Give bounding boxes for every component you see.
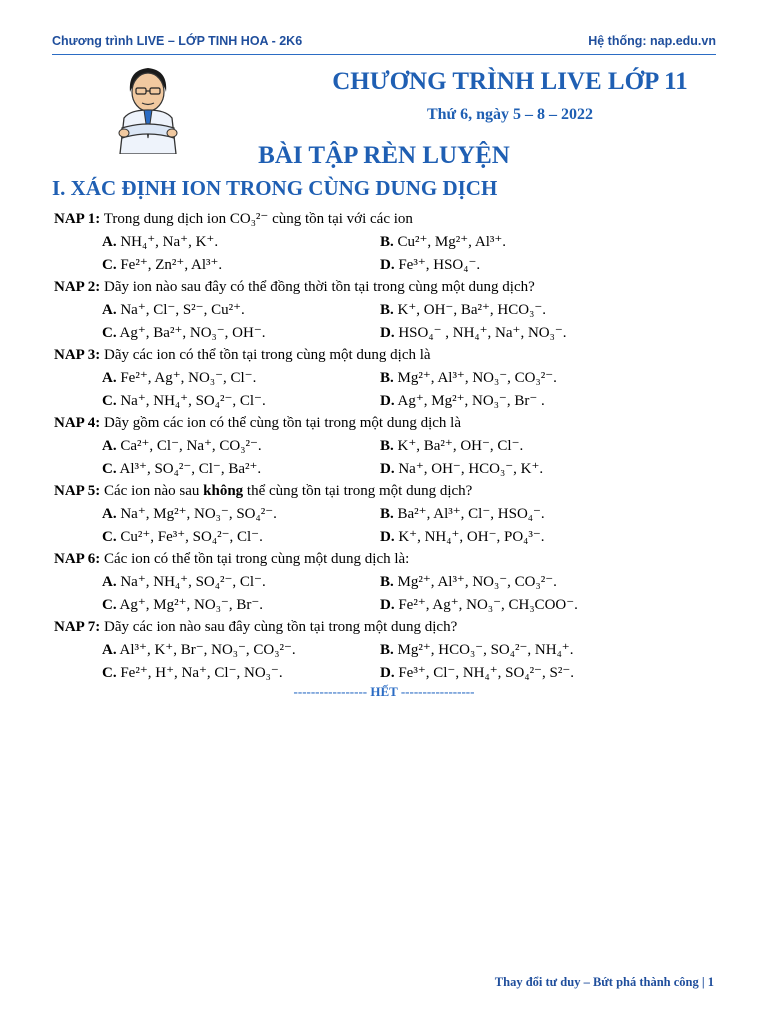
answer-option: C. Ag⁺, Ba²⁺, NO₃⁻, OH⁻.	[102, 325, 266, 341]
session-date: Thứ 6, ngày 5 – 8 – 2022	[426, 106, 594, 123]
answer-option: B. Cu²⁺, Mg²⁺, Al³⁺.	[380, 234, 507, 250]
question-stem: NAP 6: Các ion có thể tồn tại trong cùng một dung dịch là:	[54, 551, 410, 567]
question-stem: NAP 4: Dãy gồm các ion có thể cùng tồn tại trong một dung dịch là	[54, 415, 461, 431]
teacher-cartoon-icon	[100, 58, 196, 154]
answer-option: B. K⁺, OH⁻, Ba²⁺, HCO₃⁻.	[380, 302, 546, 318]
answer-option: D. Fe³⁺, Cl⁻, NH₄⁺, SO₄²⁻, S²⁻.	[380, 665, 574, 681]
answer-option: A. Na⁺, Cl⁻, S²⁻, Cu²⁺.	[102, 302, 245, 318]
question-stem: NAP 5: Các ion nào sau không thể cùng tồn tại trong một dung dịch?	[54, 483, 473, 499]
page-header	[52, 34, 716, 54]
header-divider	[52, 54, 716, 55]
end-marker: ----------------- HẾT -----------------	[293, 684, 475, 699]
question-stem: NAP 3: Dãy các ion có thể tồn tại trong cùng một dung dịch là	[54, 347, 431, 363]
answer-option: B. Mg²⁺, HCO₃⁻, SO₄²⁻, NH₄⁺.	[380, 642, 574, 658]
answer-option: B. Ba²⁺, Al³⁺, Cl⁻, HSO₄⁻.	[380, 506, 545, 522]
answer-option: D. Ag⁺, Mg²⁺, NO₃⁻, Br⁻ .	[380, 393, 545, 409]
page-footer: Thay đổi tư duy – Bứt phá thành công | 1	[494, 975, 714, 989]
answer-option: C. Cu²⁺, Fe³⁺, SO₄²⁻, Cl⁻.	[102, 529, 263, 545]
answer-option: A. Na⁺, NH₄⁺, SO₄²⁻, Cl⁻.	[102, 574, 266, 590]
answer-option: A. Fe²⁺, Ag⁺, NO₃⁻, Cl⁻.	[102, 370, 257, 386]
answer-option: A. NH₄⁺, Na⁺, K⁺.	[102, 234, 219, 250]
answer-option: C. Na⁺, NH₄⁺, SO₄²⁻, Cl⁻.	[102, 393, 266, 409]
answer-option: A. Ca²⁺, Cl⁻, Na⁺, CO₃²⁻.	[102, 438, 262, 454]
answer-option: C. Fe²⁺, Zn²⁺, Al³⁺.	[102, 257, 223, 273]
answer-option: C. Ag⁺, Mg²⁺, NO₃⁻, Br⁻.	[102, 597, 264, 613]
question-stem: NAP 1: Trong dung dịch ion CO₃²⁻ cùng tồn tại với các ion	[54, 211, 413, 227]
answer-option: A. Al³⁺, K⁺, Br⁻, NO₃⁻, CO₃²⁻.	[102, 642, 296, 658]
answer-option: C. Fe²⁺, H⁺, Na⁺, Cl⁻, NO₃⁻.	[102, 665, 283, 681]
answer-option: A. Na⁺, Mg²⁺, NO₃⁻, SO₄²⁻.	[102, 506, 277, 522]
question-stem: NAP 7: Dãy các ion nào sau đây cùng tồn tại trong một dung dịch?	[54, 619, 458, 635]
answer-option: C. Al³⁺, SO₄²⁻, Cl⁻, Ba²⁺.	[102, 461, 262, 477]
answer-option: B. K⁺, Ba²⁺, OH⁻, Cl⁻.	[380, 438, 524, 454]
answer-option: D. Na⁺, OH⁻, HCO₃⁻, K⁺.	[380, 461, 544, 477]
question-stem: NAP 2: Dãy ion nào sau đây có thể đồng thời tồn tại trong cùng một dung dịch?	[54, 279, 535, 295]
answer-option: D. HSO₄⁻ , NH₄⁺, Na⁺, NO₃⁻.	[380, 325, 567, 341]
answer-option: D. Fe²⁺, Ag⁺, NO₃⁻, CH₃COO⁻.	[380, 597, 578, 613]
section-heading: I. XÁC ĐỊNH ION TRONG CÙNG DUNG DỊCH	[52, 176, 498, 200]
answer-option: D. K⁺, NH₄⁺, OH⁻, PO₄³⁻.	[380, 529, 545, 545]
answer-option: B. Mg²⁺, Al³⁺, NO₃⁻, CO₃²⁻.	[380, 574, 557, 590]
answer-option: D. Fe³⁺, HSO₄⁻.	[380, 257, 481, 273]
header-program-label: Chương trình LIVE – LỚP TINH HOA - 2K6	[52, 34, 303, 48]
answer-option: B. Mg²⁺, Al³⁺, NO₃⁻, CO₃²⁻.	[380, 370, 557, 386]
exercise-heading: BÀI TẬP RÈN LUYỆN	[258, 142, 510, 169]
page-title: CHƯƠNG TRÌNH LIVE LỚP 11	[332, 68, 688, 95]
header-website-label: Hệ thống: nap.edu.vn	[588, 34, 716, 48]
